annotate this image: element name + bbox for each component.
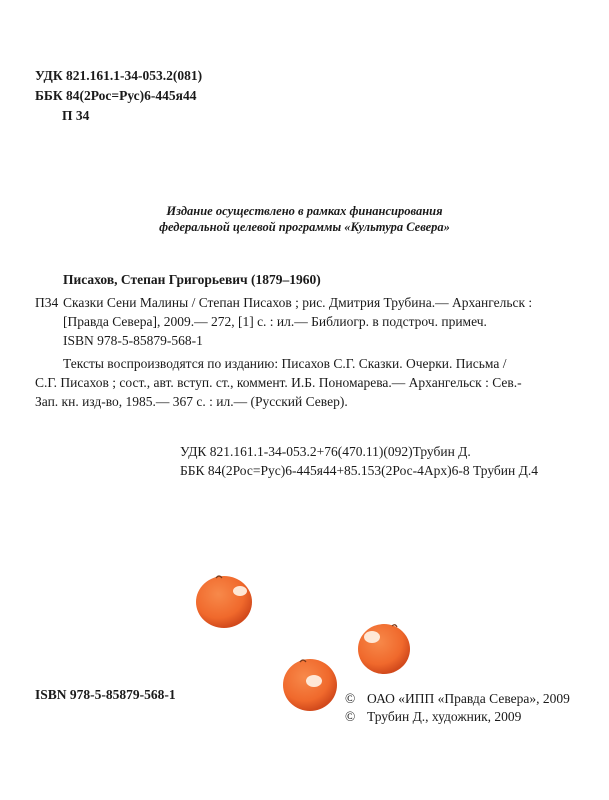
isbn-bottom: ISBN 978-5-85879-568-1 [35,687,176,702]
biblio-line-1: Сказки Сени Малины / Степан Писахов ; рис. Дмитрия Трубина.— Архангельск : [63,295,533,310]
copyright-block [345,690,570,726]
orange-2 [358,624,410,674]
note-line-2: С.Г. Писахов ; сост., авт. вступ. ст., коммент. И.Б. Пономарева.— Архангельск : Сев.- [35,375,522,390]
funding-line-1: Издание осуществлено в рамках финансирования [166,204,443,218]
orange-3 [283,659,337,711]
copyright-symbol: © [345,691,356,706]
orange-1 [196,576,252,628]
author-heading: Писахов, Степан Григорьевич (1879–1960) [63,272,321,287]
copyright-artist: Трубин Д., художник, 2009 [367,709,522,724]
bbk-code: ББК 84(2Рос=Рус)6-445я44 [35,88,197,103]
author-code: П34 [35,295,59,310]
copyright-line-1 [345,690,570,708]
copyright-symbol: © [345,709,356,724]
copyright-publisher: ОАО «ИПП «Правда Севера», 2009 [367,691,570,706]
biblio-line-2: [Правда Севера], 2009.— 272, [1] с. : ил.— Библиогр. в подстроч. примеч. [63,314,487,329]
udk-full: УДК 821.161.1-34-053.2+76(470.11)(092)Трубин Д. [180,444,471,459]
funding-line-2: федеральной целевой программы «Культура Севера» [159,220,450,234]
note-line-3: Зап. кн. изд-во, 1985.— 367 с. : ил.— (Русский Север). [35,394,348,409]
copyright-line-2 [345,708,570,726]
author-mark: П 34 [62,108,90,123]
note-line-1: Тексты воспроизводятся по изданию: Писахов С.Г. Сказки. Очерки. Письма / [63,356,507,371]
biblio-isbn: ISBN 978-5-85879-568-1 [63,333,203,348]
udk-code: УДК 821.161.1-34-053.2(081) [35,68,203,83]
bbk-full: ББК 84(2Рос=Рус)6-445я44+85.153(2Рос-4Арх)6-8 Трубин Д.4 [180,463,538,478]
